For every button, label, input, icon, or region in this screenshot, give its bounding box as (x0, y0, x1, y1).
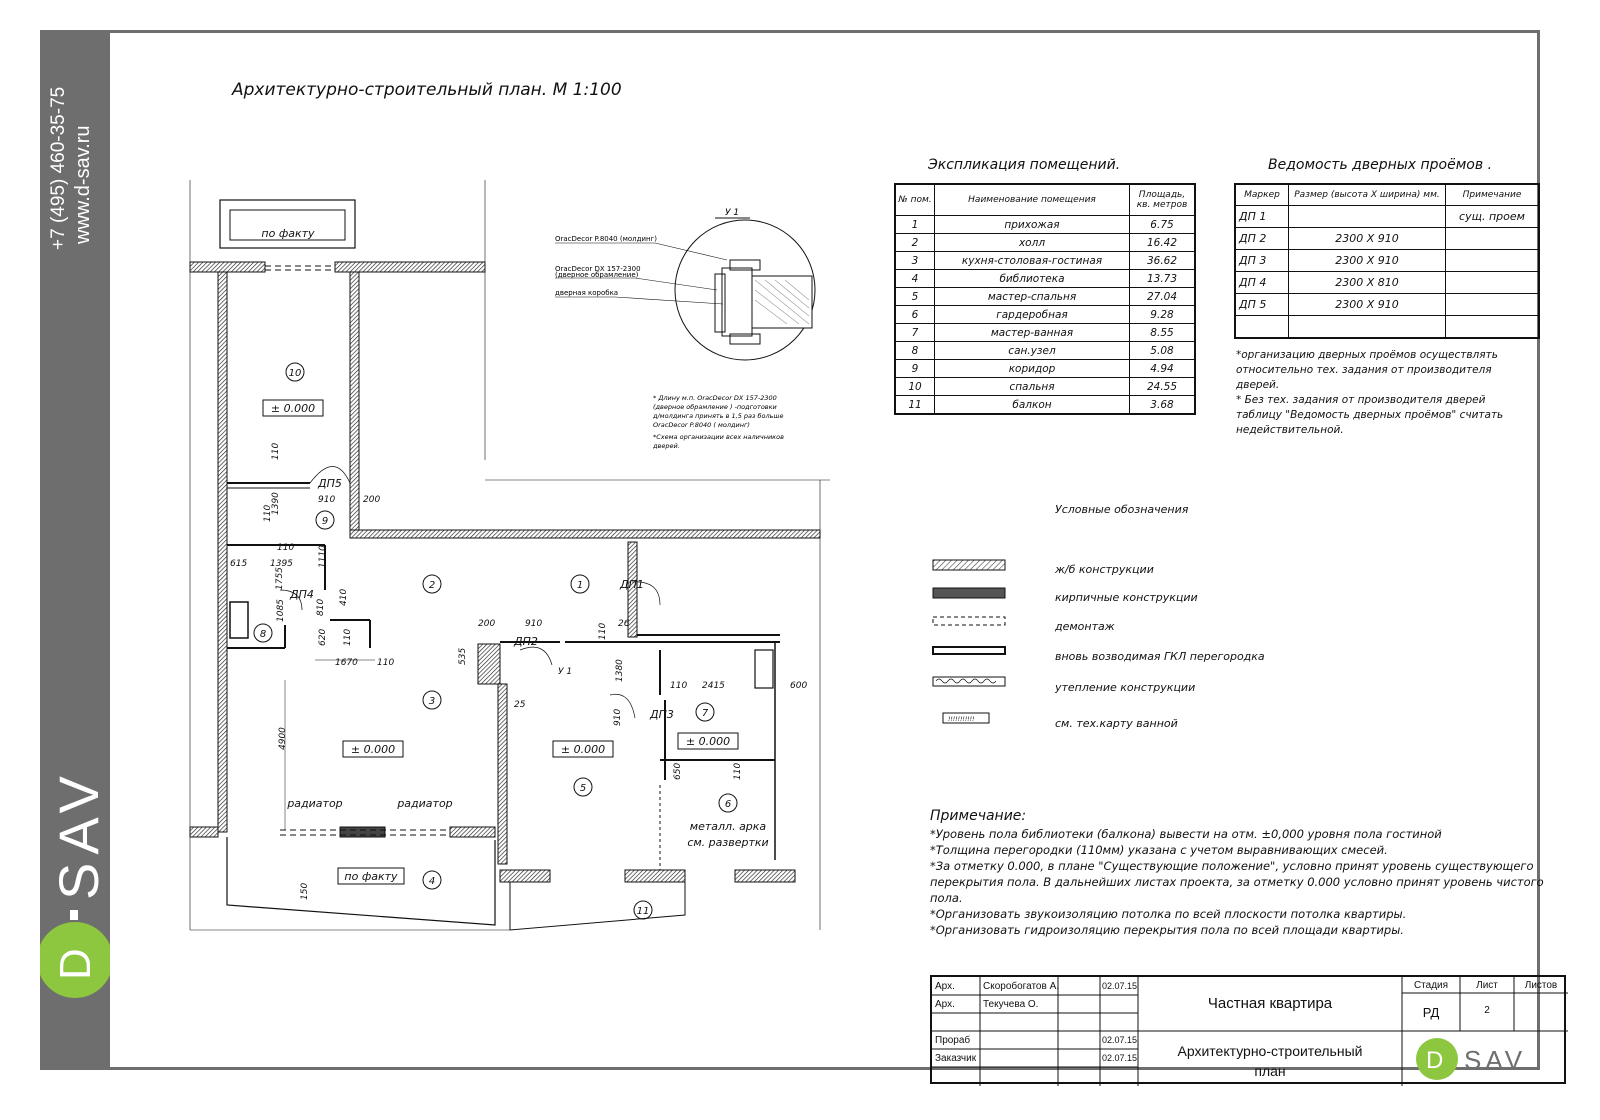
note-line: *Организовать гидроизоляцию перекрытия пола по всей площади квартиры. (930, 923, 1404, 937)
door-marker: ДП 2 (1235, 228, 1289, 250)
doors-title: Ведомость дверных проёмов . (1268, 157, 1493, 173)
room-number: 4 (895, 270, 935, 288)
room-6-tag: 6 (724, 799, 732, 810)
dimension-label: 110 (277, 543, 295, 553)
library-balcony-label: по факту (344, 870, 398, 883)
room-number: 8 (895, 342, 935, 360)
door-marker: ДП 5 (1235, 294, 1289, 316)
dimension-label: 535 (458, 647, 468, 665)
dimension-label: 1110 (318, 545, 328, 568)
stamp-date-4: 02.07.15 (1102, 1053, 1138, 1063)
stamp-date-1: 02.07.15 (1102, 981, 1138, 991)
phone-number: +7 (495) 460-35-75 (48, 86, 69, 250)
room-9-tag: 9 (321, 516, 329, 527)
room3-level: ± 0.000 (350, 743, 396, 756)
room-number: 3 (895, 252, 935, 270)
door-size: 2300 X 910 (1289, 250, 1446, 272)
stamp-role-4: Заказчик (935, 1053, 977, 1064)
door-marker: ДП 1 (1235, 206, 1289, 228)
logo-d-letter: D (51, 948, 100, 980)
dimension-label: 200 (478, 619, 496, 629)
room-number: 6 (895, 306, 935, 324)
dimension-label: 25 (514, 700, 526, 710)
legend-concrete-symbol (933, 560, 1005, 570)
room-10-tag: 10 (288, 368, 302, 379)
dimension-label: 810 (316, 598, 326, 616)
door-size: 2300 X 910 (1289, 294, 1446, 316)
door-note-line: * Без тех. задания от производителя дверей (1236, 394, 1486, 406)
room-name: мастер-спальня (935, 288, 1130, 306)
room-name: прихожая (935, 216, 1130, 234)
general-notes (930, 808, 1580, 938)
dimension-label: 110 (670, 681, 688, 691)
arch-label-2: см. развертки (687, 836, 769, 849)
legend-item-concrete: ж/б конструкции (1055, 563, 1154, 576)
note-line: перекрытия пола. В дальнейших листах проекта, за отметку 0.000 условно принят уровень чистого (930, 875, 1544, 889)
explication-table (894, 183, 1196, 415)
room-number: 11 (895, 396, 935, 415)
floor-plan (180, 170, 860, 960)
side-logo (40, 740, 110, 1030)
detail-note-4: OracDecor P.8040 ( молдинг) (653, 421, 750, 429)
door-tag-5: ДП5 (318, 477, 342, 490)
stamp-name-2: Текучева О. (983, 999, 1039, 1010)
door-row (1235, 250, 1539, 272)
room-area: 24.55 (1130, 378, 1196, 396)
dimension-label: 910 (613, 708, 623, 726)
explication-row (895, 306, 1195, 324)
stamp-stage-label: Стадия (1413, 980, 1449, 991)
room-number: 7 (895, 324, 935, 342)
room-area: 8.55 (1130, 324, 1196, 342)
stamp-sheet-title-2: план (1254, 1063, 1286, 1079)
detail-callout-2: OracDecor DX 157-2300 (555, 265, 641, 273)
door-note-line: *организацию дверных проёмов осуществлять (1236, 349, 1498, 361)
dimension-label: 110 (263, 504, 273, 522)
room-name: кухня-столовая-гостиная (935, 252, 1130, 270)
legend-item-gkl: вновь возводимая ГКЛ перегородка (1055, 650, 1265, 663)
room-name: гардеробная (935, 306, 1130, 324)
room-name: сан.узел (935, 342, 1130, 360)
detail-note-5: *Схема организации всех наличников (653, 433, 784, 441)
dimension-label: 1390 (271, 492, 281, 515)
detail-ref: У 1 (558, 667, 573, 677)
note-line: *Уровень пола библиотеки (балкона) вывести на отм. ±0,000 уровня пола гостиной (930, 827, 1442, 841)
detail-callout-4: дверная коробка (555, 289, 619, 297)
logo-sav-text: SAV (47, 768, 110, 900)
room-3-tag: 3 (428, 696, 436, 707)
dimension-label: 650 (673, 762, 683, 780)
radiator-1: радиатор (287, 797, 343, 810)
explication-row (895, 378, 1195, 396)
legend-title: Условные обозначения (1055, 503, 1189, 516)
note-line: *Толщина перегородки (110мм) указана с учетом выравнивающих смесей. (930, 843, 1388, 857)
door-note-line: таблицу "Ведомость дверных проёмов" считать (1236, 409, 1504, 421)
door-note-line: дверей. (1236, 379, 1280, 391)
room-number: 5 (895, 288, 935, 306)
room10-level: ± 0.000 (270, 402, 316, 415)
explication-row (895, 342, 1195, 360)
notes-title: Примечание: (930, 808, 1027, 824)
stamp-role-2: Арх. (935, 999, 955, 1010)
room-name: холл (935, 234, 1130, 252)
detail-label: У 1 (725, 208, 740, 218)
legend-symbols (928, 555, 1018, 735)
legend-item-brick: кирпичные конструкции (1055, 591, 1198, 604)
dimension-label: 150 (300, 882, 310, 900)
explication-row (895, 252, 1195, 270)
door-size: 2300 X 910 (1289, 228, 1446, 250)
detail-note-3: д/молдинга принять в 1,5 раз больше (653, 412, 784, 420)
room-8-tag: 8 (259, 629, 267, 640)
room-area: 13.73 (1130, 270, 1196, 288)
dimension-label: 1755 (275, 567, 285, 590)
door-row (1235, 316, 1539, 339)
col-num: № пом. (895, 184, 935, 216)
room-area: 27.04 (1130, 288, 1196, 306)
room-2-tag: 2 (428, 580, 436, 591)
room-area: 3.68 (1130, 396, 1196, 415)
detail-note-6: дверей. (653, 442, 680, 450)
door-note-line: относительно тех. задания от производителя (1236, 364, 1492, 376)
legend-demolition-symbol (933, 617, 1005, 625)
room7-level: ± 0.000 (685, 735, 731, 748)
stamp-logo (1412, 1035, 1562, 1083)
svg-text:D: D (1426, 1047, 1444, 1074)
note-line: *Организовать звукоизоляцию потолка по всей плоскости потолка квартиры. (930, 907, 1407, 921)
col-size: Размер (высота X ширина) мм. (1289, 184, 1446, 206)
legend-item-bath: см. тех.карту ванной (1055, 717, 1178, 730)
door-marker: ДП 4 (1235, 272, 1289, 294)
explication-row (895, 270, 1195, 288)
detail-note-1: * Длину м.п. OracDecor DX 157-2300 (653, 394, 777, 402)
doors-notes (1236, 348, 1503, 438)
room-name: мастер-ванная (935, 324, 1130, 342)
arch-label-1: металл. арка (689, 820, 767, 833)
side-logo-text (47, 768, 110, 900)
dimension-label: 600 (790, 681, 808, 691)
room-7-tag: 7 (701, 708, 709, 719)
dimension-label: 1085 (276, 599, 286, 622)
detail-callout-3: (дверное обрамление) (555, 271, 639, 279)
drawing-title: Архитектурно-строительный план. М 1:100 (232, 80, 622, 100)
website-link[interactable]: www.d-sav.ru (72, 125, 94, 244)
dimension-label: 410 (339, 588, 349, 606)
explication-row (895, 288, 1195, 306)
dimension-label: 910 (525, 619, 543, 629)
dimension-label: 110 (733, 762, 743, 780)
explication-title: Экспликация помещений. (928, 157, 1121, 173)
room-4-tag: 4 (428, 876, 436, 887)
explication-row (895, 396, 1195, 415)
door-size: 2300 X 810 (1289, 272, 1446, 294)
dimension-label: 1380 (615, 659, 625, 682)
stamp-role-3: Прораб (935, 1035, 971, 1046)
legend-item-insulation: утепление конструкции (1055, 681, 1196, 694)
col-name: Наименование помещения (935, 184, 1130, 216)
door-note-line: недействительной. (1236, 424, 1344, 436)
stamp-role-1: Арх. (935, 981, 955, 992)
door-note: сущ. проем (1446, 206, 1540, 228)
note-line: *За отметку 0.000, в плане "Существующие положение", условно принят уровень существующего (930, 859, 1534, 873)
door-tag-4: ДП4 (290, 588, 314, 601)
room-area: 4.94 (1130, 360, 1196, 378)
stamp-sheet-label: Лист (1476, 980, 1498, 991)
door-size (1289, 206, 1446, 228)
door-note (1446, 316, 1540, 339)
door-note (1446, 294, 1540, 316)
room-number: 2 (895, 234, 935, 252)
door-tag-1: ДП1 (620, 578, 644, 591)
door-note (1446, 228, 1540, 250)
room-area: 6.75 (1130, 216, 1196, 234)
room-area: 9.28 (1130, 306, 1196, 324)
explication-row (895, 216, 1195, 234)
dimension-label: 1670 (335, 658, 358, 668)
room-5-tag: 5 (579, 783, 587, 794)
legend-insulation-symbol (933, 677, 1005, 686)
dimension-label: 200 (363, 495, 381, 505)
stamp-sheet-title-1: Архитектурно-строительный (1177, 1043, 1363, 1059)
door-marker (1235, 316, 1289, 339)
door-note (1446, 250, 1540, 272)
svg-text:SAV: SAV (1464, 1045, 1527, 1075)
door-size (1289, 316, 1446, 339)
stamp-sheets-label: Листов (1524, 980, 1558, 991)
dimension-label: 26 (618, 619, 630, 629)
room10-balcony-label: по факту (261, 227, 315, 240)
door-row (1235, 294, 1539, 316)
col-note: Примечание (1446, 184, 1540, 206)
room-area: 16.42 (1130, 234, 1196, 252)
room-number: 10 (895, 378, 935, 396)
legend-item-demolition: демонтаж (1055, 620, 1115, 633)
legend-gkl-symbol (933, 647, 1005, 654)
room-name: балкон (935, 396, 1130, 415)
doors-table (1234, 183, 1540, 339)
room-number: 1 (895, 216, 935, 234)
room-area: 5.08 (1130, 342, 1196, 360)
room-1-tag: 1 (576, 580, 584, 591)
dimension-label: 110 (343, 628, 353, 646)
door-row (1235, 206, 1539, 228)
stamp-stage: РД (1422, 1005, 1440, 1020)
col-area: Площадь, кв. метров (1130, 184, 1196, 216)
dimension-label: 1395 (270, 559, 293, 569)
svg-text:!!!!!!!!!!!: !!!!!!!!!!! (948, 716, 975, 723)
legend-brick-symbol (933, 588, 1005, 598)
explication-row (895, 324, 1195, 342)
detail-callout-1: OracDecor P.8040 (молдинг) (555, 235, 657, 243)
room-name: спальня (935, 378, 1130, 396)
dimension-label: 910 (318, 495, 336, 505)
dimension-label: 110 (598, 622, 608, 640)
stamp-name-1: Скоробогатов А. (983, 981, 1060, 992)
col-marker: Маркер (1235, 184, 1289, 206)
door-tag-2: ДП2 (514, 635, 538, 648)
door-row (1235, 272, 1539, 294)
radiator-2: радиатор (397, 797, 453, 810)
note-line: пола. (930, 891, 963, 905)
room5-level: ± 0.000 (560, 743, 606, 756)
door-tag-3: ДП3 (650, 708, 674, 721)
title-block (930, 975, 1566, 1084)
dimension-label: 4900 (278, 727, 288, 750)
stamp-project: Частная квартира (1207, 995, 1333, 1012)
dimension-label: 110 (377, 658, 395, 668)
dimension-label: 620 (318, 628, 328, 646)
explication-row (895, 234, 1195, 252)
room-area: 36.62 (1130, 252, 1196, 270)
room-number: 9 (895, 360, 935, 378)
stamp-date-3: 02.07.15 (1102, 1035, 1138, 1045)
dimension-label: 2415 (702, 681, 725, 691)
door-marker: ДП 3 (1235, 250, 1289, 272)
room-11-tag: 11 (636, 906, 650, 917)
explication-row (895, 360, 1195, 378)
dimension-label: 110 (271, 442, 281, 460)
stamp-sheet-number: 2 (1484, 1005, 1490, 1016)
dimension-label: 615 (230, 559, 248, 569)
door-row (1235, 228, 1539, 250)
room-name: коридор (935, 360, 1130, 378)
detail-note-2: (дверное обрамление ) -подготовки (653, 403, 777, 411)
room-name: библиотека (935, 270, 1130, 288)
door-note (1446, 272, 1540, 294)
